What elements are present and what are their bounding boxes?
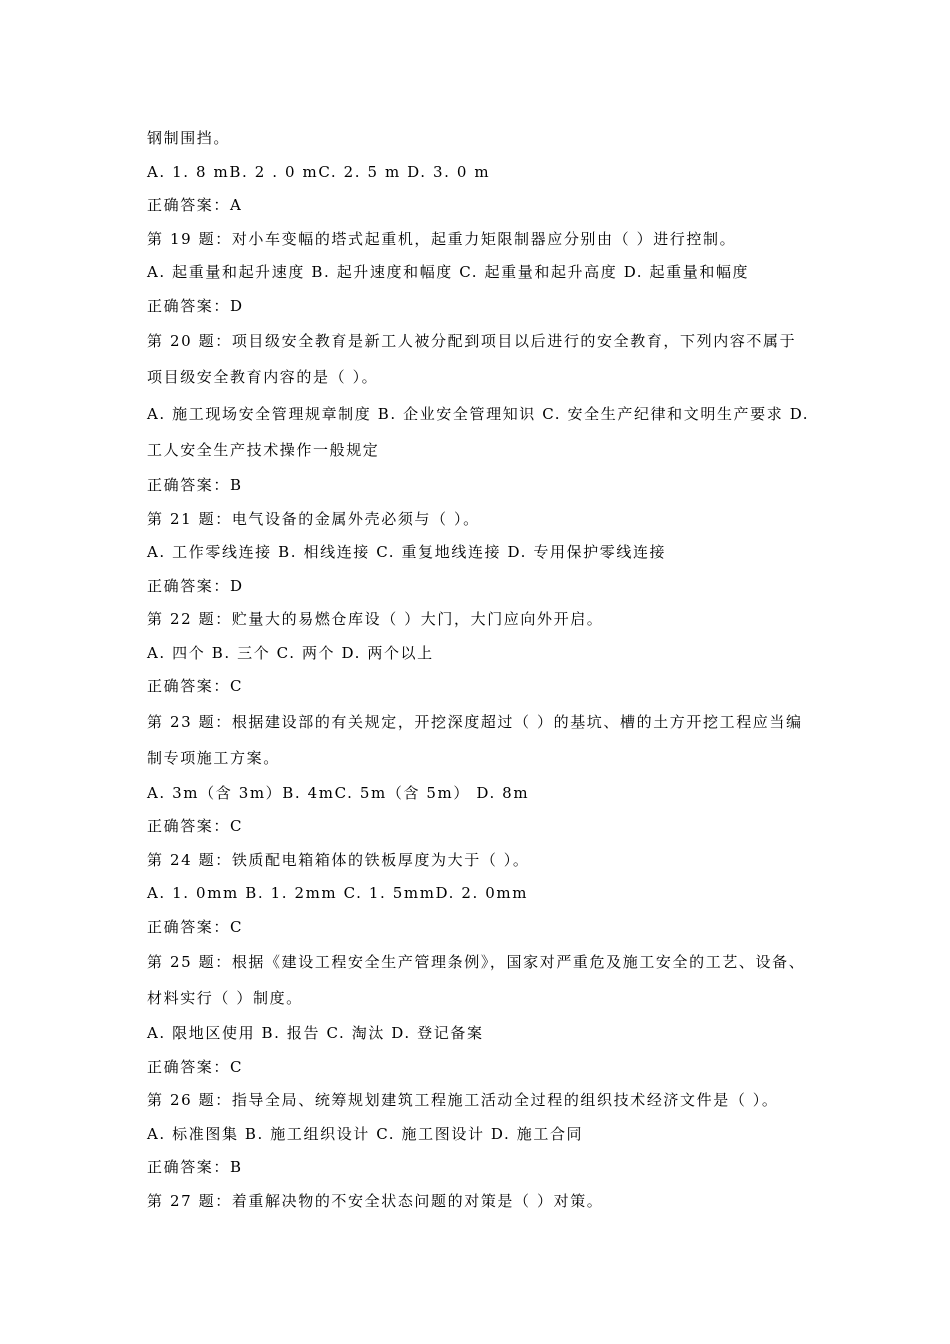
answer-options: A. 施工现场安全管理规章制度 B. 企业安全管理知识 C. 安全生产纪律和文明生产要求 D. 工人安全生产技术操作一般规定 <box>147 405 810 459</box>
correct-answer: 正确答案：D <box>147 296 244 315</box>
correct-answer: 正确答案：B <box>147 476 243 494</box>
correct-answer: 正确答案：C <box>147 677 244 695</box>
question-22: 第 22 题：贮量大的易燃仓库设（ ）大门，大门应向外开启。 <box>147 610 604 628</box>
question-27: 第 27 题：着重解决物的不安全状态问题的对策是（ ）对策。 <box>147 1191 604 1210</box>
question-24: 第 24 题：铁质配电箱箱体的铁板厚度为大于（ ）。 <box>147 850 530 869</box>
correct-answer: 正确答案：A <box>147 196 243 214</box>
answer-options: A. 3m（含 3m）B. 4mC. 5m（含 5m） D. 8m <box>147 783 530 802</box>
document-body <box>147 122 812 1218</box>
question-23: 第 23 题：根据建设部的有关规定，开挖深度超过（ ）的基坑、槽的土方开挖工程应当编制专项施工方案。 <box>147 712 803 767</box>
answer-options: A. 限地区使用 B. 报告 C. 淘汰 D. 登记备案 <box>147 1024 484 1042</box>
question-26: 第 26 题：指导全局、统筹规划建筑工程施工活动全过程的组织技术经济文件是（ ）。 <box>147 1091 779 1109</box>
correct-answer: 正确答案：C <box>147 1057 244 1076</box>
correct-answer: 正确答案：C <box>147 917 244 936</box>
correct-answer: 正确答案：B <box>147 1158 243 1176</box>
answer-options: A. 起重量和起升速度 B. 起升速度和幅度 C. 起重量和起升高度 D. 起重量和幅度 <box>147 263 750 281</box>
question-20: 第 20 题：项目级安全教育是新工人被分配到项目以后进行的安全教育，下列内容不属于项目级安全教育内容的是（ ）。 <box>147 332 797 386</box>
question-25: 第 25 题：根据《建设工程安全生产管理条例》，国家对严重危及施工安全的工艺、设备、材料实行（ ）制度。 <box>147 953 806 1007</box>
question-21: 第 21 题：电气设备的金属外壳必须与（ ）。 <box>147 509 480 528</box>
answer-options: A. 1. 8 mB. 2 . 0 mC. 2. 5 m D. 3. 0 m <box>147 162 491 181</box>
answer-options: A. 四个 B. 三个 C. 两个 D. 两个以上 <box>147 643 434 662</box>
answer-options: A. 工作零线连接 B. 相线连接 C. 重复地线连接 D. 专用保护零线连接 <box>147 543 667 561</box>
correct-answer: 正确答案：D <box>147 576 244 595</box>
answer-options: A. 标准图集 B. 施工组织设计 C. 施工图设计 D. 施工合同 <box>147 1124 584 1143</box>
question-19: 第 19 题：对小车变幅的塔式起重机，起重力矩限制器应分别由（ ）进行控制。 <box>147 229 737 248</box>
answer-options: A. 1. 0mm B. 1. 2mm C. 1. 5mmD. 2. 0mm <box>147 884 529 902</box>
correct-answer: 正确答案：C <box>147 817 244 835</box>
text-line: 钢制围挡。 <box>147 129 231 147</box>
